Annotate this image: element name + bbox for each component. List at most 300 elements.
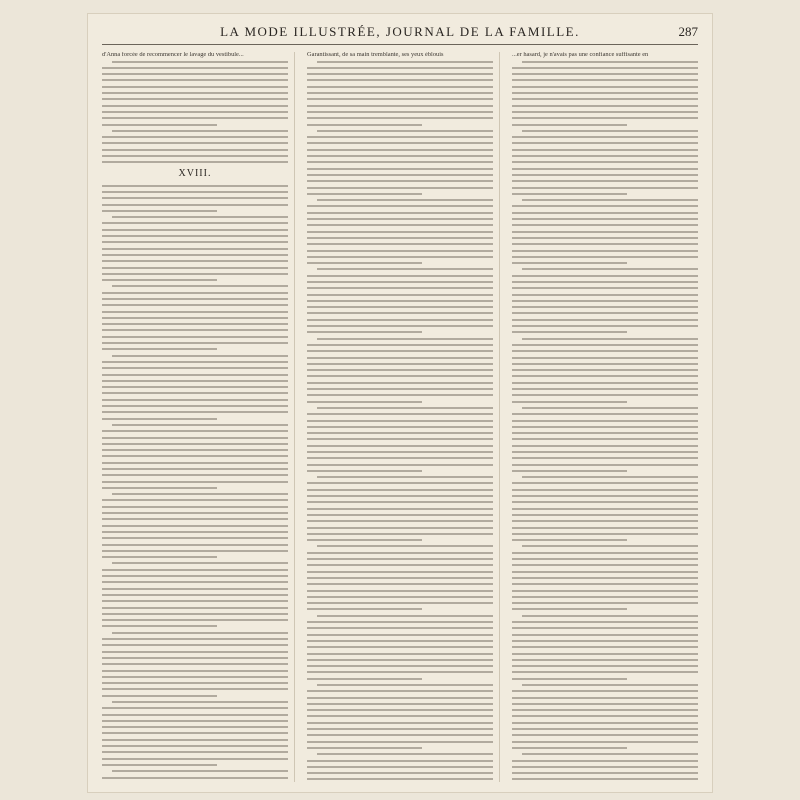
text-line (512, 420, 698, 422)
text-line (102, 556, 217, 558)
text-line (522, 684, 698, 686)
text-line (307, 231, 493, 233)
text-line (307, 709, 493, 711)
text-line (102, 588, 288, 590)
text-line (307, 187, 493, 189)
text-line (102, 204, 288, 206)
text-line (512, 319, 698, 321)
text-line (102, 235, 288, 237)
text-line (512, 495, 698, 497)
text-line (317, 199, 493, 201)
text-line (102, 443, 288, 445)
text-line (512, 394, 698, 396)
text-line (307, 205, 493, 207)
text-line (512, 350, 698, 352)
text-line (512, 533, 698, 535)
text-line (307, 489, 493, 491)
text-line (307, 149, 493, 151)
text-line (512, 602, 698, 604)
text-line (512, 445, 698, 447)
text-line (102, 688, 288, 690)
text-line (512, 482, 698, 484)
text-line (307, 590, 493, 592)
text-line (512, 382, 698, 384)
text-line (512, 306, 698, 308)
text-line (102, 518, 288, 520)
text-line (102, 361, 288, 363)
text-line (512, 678, 627, 680)
text-line (102, 380, 288, 382)
text-line (307, 778, 493, 780)
text-line (102, 537, 288, 539)
text-line (102, 455, 288, 457)
text-line (512, 168, 698, 170)
text-line (317, 684, 493, 686)
page-number: 287 (678, 24, 698, 39)
text-line (102, 512, 288, 514)
text-line (307, 571, 493, 573)
text-line (102, 348, 217, 350)
text-line (512, 627, 698, 629)
text-line (307, 741, 493, 743)
text-line (512, 187, 698, 189)
text-line (112, 493, 288, 495)
text-line (512, 489, 698, 491)
text-line (307, 111, 493, 113)
text-line (307, 401, 422, 403)
text-line (102, 304, 288, 306)
text-line (512, 212, 698, 214)
text-line (112, 701, 288, 703)
text-line (102, 657, 288, 659)
text-line (102, 241, 288, 243)
text-line (102, 670, 288, 672)
text-line (512, 621, 698, 623)
text-line (102, 449, 288, 451)
text-line (102, 644, 288, 646)
text-line (512, 778, 698, 780)
text-line (512, 105, 698, 107)
text-line (307, 772, 493, 774)
text-line (317, 268, 493, 270)
text-line (307, 142, 493, 144)
text-line (102, 739, 288, 741)
text-line (307, 413, 493, 415)
text-line (522, 407, 698, 409)
text-line (102, 336, 288, 338)
text-line (102, 254, 288, 256)
text-line (102, 619, 288, 621)
column-2 (307, 52, 500, 782)
text-line (307, 79, 493, 81)
text-line (307, 596, 493, 598)
text-line (512, 596, 698, 598)
text-line (512, 155, 698, 157)
text-line (512, 275, 698, 277)
text-line (512, 426, 698, 428)
text-line (307, 527, 493, 529)
text-line (307, 212, 493, 214)
text-line (102, 468, 288, 470)
text-line (102, 111, 288, 113)
text-line (112, 61, 288, 63)
text-line (512, 86, 698, 88)
text-line (307, 312, 493, 314)
text-line (102, 758, 288, 760)
text-line (307, 73, 493, 75)
text-line (102, 764, 217, 766)
text-line (102, 399, 288, 401)
text-line (512, 665, 698, 667)
text-line (317, 615, 493, 617)
text-line (512, 79, 698, 81)
text-line (307, 350, 493, 352)
text-line (512, 413, 698, 415)
text-line (102, 607, 288, 609)
text-line (512, 715, 698, 717)
text-line (512, 331, 627, 333)
text-line (102, 499, 288, 501)
text-line (522, 753, 698, 755)
text-line (307, 331, 422, 333)
text-line (102, 418, 217, 420)
text-line (512, 287, 698, 289)
text-line (112, 424, 288, 426)
text-line (307, 420, 493, 422)
text-line (512, 558, 698, 560)
text-line (512, 659, 698, 661)
text-line (307, 193, 422, 195)
text-line (102, 707, 288, 709)
text-line (512, 98, 698, 100)
text-line (102, 222, 288, 224)
text-line (307, 558, 493, 560)
text-line (512, 590, 698, 592)
text-line (307, 552, 493, 554)
text-line (512, 237, 698, 239)
text-line (102, 105, 288, 107)
text-line (512, 728, 698, 730)
text-line (307, 168, 493, 170)
text-line (512, 124, 627, 126)
text-line (102, 411, 288, 413)
text-line (317, 753, 493, 755)
text-line (512, 634, 698, 636)
text-line (307, 281, 493, 283)
text-line (307, 659, 493, 661)
text-line (512, 180, 698, 182)
text-line (102, 437, 288, 439)
text-line (102, 142, 288, 144)
text-line (307, 464, 493, 466)
text-line (307, 262, 422, 264)
text-line (512, 709, 698, 711)
text-line (522, 338, 698, 340)
text-line (307, 363, 493, 365)
text-line (307, 577, 493, 579)
text-line (307, 451, 493, 453)
text-line (102, 392, 288, 394)
text-line (512, 640, 698, 642)
text-line (102, 149, 288, 151)
text-line (102, 155, 288, 157)
column-2-opening: Garantissant, de sa main tremblante, ses yeux éblouis (307, 52, 444, 58)
text-line (102, 317, 288, 319)
text-line (307, 136, 493, 138)
text-line (512, 67, 698, 69)
text-line (307, 457, 493, 459)
text-line (102, 695, 217, 697)
text-line (522, 545, 698, 547)
text-line (512, 508, 698, 510)
text-line (102, 651, 288, 653)
text-line (522, 476, 698, 478)
text-line (512, 734, 698, 736)
text-line (102, 682, 288, 684)
text-line (512, 300, 698, 302)
text-line (307, 375, 493, 377)
text-line (512, 741, 698, 743)
text-line (512, 772, 698, 774)
text-line (307, 703, 493, 705)
text-line (102, 67, 288, 69)
text-line (512, 432, 698, 434)
text-line (307, 426, 493, 428)
text-line (307, 306, 493, 308)
text-line (307, 388, 493, 390)
text-line (307, 382, 493, 384)
text-line (512, 653, 698, 655)
text-line (307, 344, 493, 346)
text-line (307, 514, 493, 516)
text-line (102, 663, 288, 665)
text-line (512, 564, 698, 566)
text-line (307, 218, 493, 220)
text-line (112, 216, 288, 218)
text-line (512, 363, 698, 365)
text-line (307, 124, 422, 126)
text-line (512, 193, 627, 195)
text-line (512, 281, 698, 283)
text-line (102, 161, 288, 163)
text-line (512, 571, 698, 573)
text-line (522, 615, 698, 617)
text-line (307, 495, 493, 497)
text-line (102, 777, 288, 779)
text-line (307, 155, 493, 157)
text-line (307, 224, 493, 226)
text-line (317, 545, 493, 547)
text-line (307, 734, 493, 736)
text-line (307, 105, 493, 107)
text-line (512, 401, 627, 403)
text-line (522, 199, 698, 201)
text-line (307, 237, 493, 239)
text-line (512, 577, 698, 579)
text-line (102, 625, 217, 627)
text-line (307, 766, 493, 768)
text-line (102, 92, 288, 94)
journal-title: LA MODE ILLUSTRÉE, JOURNAL DE LA FAMILLE. (220, 24, 580, 39)
text-line (102, 323, 288, 325)
text-line (102, 732, 288, 734)
text-line (307, 665, 493, 667)
text-line (512, 111, 698, 113)
text-line (102, 581, 288, 583)
text-line (512, 369, 698, 371)
text-line (307, 86, 493, 88)
text-line (512, 149, 698, 151)
text-line (512, 357, 698, 359)
text-line (307, 640, 493, 642)
text-line (112, 355, 288, 357)
text-line (102, 136, 288, 138)
text-line (512, 294, 698, 296)
text-line (102, 342, 288, 344)
text-line (512, 344, 698, 346)
text-line (512, 766, 698, 768)
text-columns (102, 52, 698, 782)
text-line (102, 676, 288, 678)
text-line (512, 520, 698, 522)
text-line (307, 760, 493, 762)
text-line (307, 180, 493, 182)
text-line (512, 161, 698, 163)
text-line (512, 690, 698, 692)
text-line (512, 312, 698, 314)
text-line (102, 474, 288, 476)
text-line (512, 457, 698, 459)
text-line (307, 539, 422, 541)
text-line (512, 250, 698, 252)
text-line (512, 136, 698, 138)
text-line (512, 218, 698, 220)
text-line (307, 445, 493, 447)
text-line (102, 367, 288, 369)
text-line (512, 205, 698, 207)
text-line (522, 61, 698, 63)
text-line (307, 520, 493, 522)
text-line (307, 67, 493, 69)
text-line (307, 602, 493, 604)
text-line (102, 714, 288, 716)
text-line (307, 501, 493, 503)
text-line (102, 550, 288, 552)
text-line (512, 451, 698, 453)
text-line (512, 375, 698, 377)
text-line (307, 432, 493, 434)
text-line (512, 527, 698, 529)
text-line (102, 248, 288, 250)
text-line (307, 325, 493, 327)
text-line (102, 430, 288, 432)
text-line (307, 722, 493, 724)
column-1-opening: d'Anna forcée de recommencer le lavage du vestibule... (102, 52, 244, 58)
text-line (102, 531, 288, 533)
text-line (512, 646, 698, 648)
text-line (102, 298, 288, 300)
text-line (102, 279, 217, 281)
text-line (307, 98, 493, 100)
text-line (512, 514, 698, 516)
text-line (522, 130, 698, 132)
text-line (102, 613, 288, 615)
text-line (307, 294, 493, 296)
text-line (307, 275, 493, 277)
text-line (307, 653, 493, 655)
text-line (307, 369, 493, 371)
column-3 (512, 52, 698, 782)
text-line (307, 438, 493, 440)
text-line (102, 229, 288, 231)
text-line (102, 506, 288, 508)
text-line (102, 374, 288, 376)
text-line (102, 600, 288, 602)
text-line (102, 210, 217, 212)
text-line (307, 564, 493, 566)
text-line (512, 438, 698, 440)
text-line (307, 715, 493, 717)
text-line (102, 726, 288, 728)
column-3-opening: ...er hasard, je n'avais pas une confiance suffisante en (512, 52, 649, 58)
text-line (102, 191, 288, 193)
text-line (102, 117, 288, 119)
text-line (102, 73, 288, 75)
text-line (307, 646, 493, 648)
text-line (307, 747, 422, 749)
running-header (102, 22, 698, 45)
text-line (512, 464, 698, 466)
text-line (102, 273, 288, 275)
text-line (102, 544, 288, 546)
text-line (512, 388, 698, 390)
text-line (512, 583, 698, 585)
text-line (102, 386, 288, 388)
text-line (307, 117, 493, 119)
text-line (307, 634, 493, 636)
text-line (512, 262, 627, 264)
text-line (102, 86, 288, 88)
text-line (307, 256, 493, 258)
text-line (307, 161, 493, 163)
text-line (112, 562, 288, 564)
text-line (307, 394, 493, 396)
text-line (307, 243, 493, 245)
text-line (102, 292, 288, 294)
text-line (112, 632, 288, 634)
text-line (512, 117, 698, 119)
text-line (307, 697, 493, 699)
text-line (512, 73, 698, 75)
newspaper-page (88, 14, 712, 792)
text-line (307, 583, 493, 585)
text-line (307, 671, 493, 673)
text-line (307, 608, 422, 610)
text-line (512, 747, 627, 749)
column-1 (102, 52, 295, 782)
text-line (512, 174, 698, 176)
text-line (522, 268, 698, 270)
text-line (307, 482, 493, 484)
text-line (512, 243, 698, 245)
text-line (512, 224, 698, 226)
text-line (512, 671, 698, 673)
text-line (512, 722, 698, 724)
text-line (512, 470, 627, 472)
text-line (512, 703, 698, 705)
text-line (102, 745, 288, 747)
text-line (512, 697, 698, 699)
